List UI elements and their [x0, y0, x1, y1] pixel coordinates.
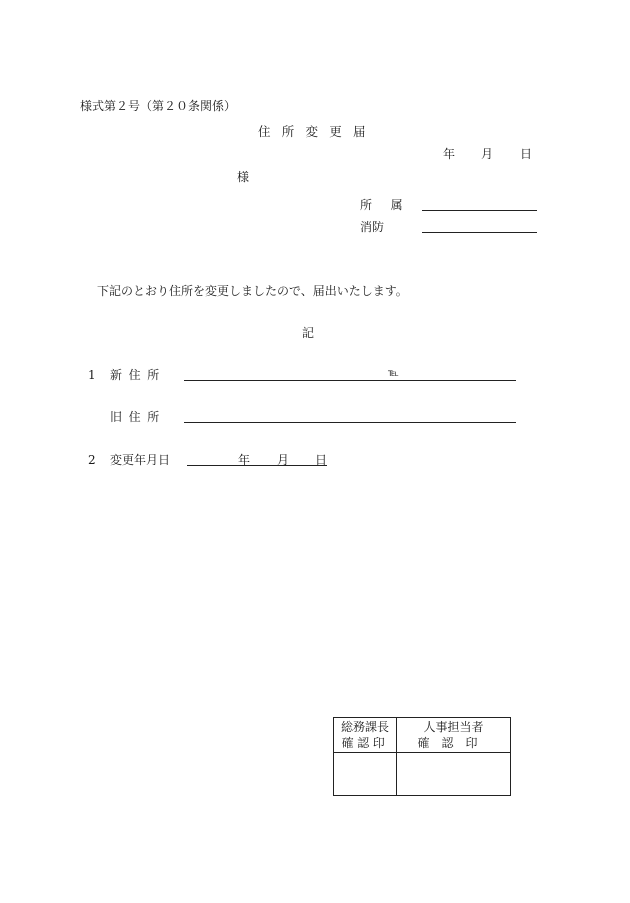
addressee-suffix: 様	[237, 170, 250, 184]
hr-staff-seal-box[interactable]	[397, 753, 511, 796]
general-affairs-chief-seal-box[interactable]	[334, 753, 397, 796]
submission-date-year: 年	[443, 147, 456, 161]
change-date-day: 日	[315, 453, 328, 467]
new-address-label: 新住所	[110, 368, 166, 382]
statement-text: 下記のとおり住所を変更しましたので、届出いたします。	[97, 284, 408, 298]
affiliation-label: 所属	[360, 198, 422, 212]
change-date-field[interactable]	[187, 465, 327, 466]
general-affairs-chief-header	[334, 718, 397, 753]
change-date-label: 変更年月日	[110, 453, 171, 467]
general-affairs-chief-title: 総務課長	[340, 719, 389, 734]
affiliation-field[interactable]	[422, 210, 537, 211]
form-title: 住所変更届	[258, 124, 377, 139]
department-field[interactable]	[422, 232, 537, 233]
submission-date-day: 日	[520, 147, 533, 161]
hr-staff-header	[397, 718, 511, 753]
confirmation-stamp-table	[333, 717, 511, 796]
ki-heading: 記	[302, 326, 315, 340]
department-label: 消防	[360, 220, 385, 234]
old-address-label: 旧住所	[110, 410, 166, 424]
item2-number: 2	[88, 453, 96, 467]
tel-label: ℡	[388, 368, 399, 379]
item1-number: 1	[88, 368, 96, 382]
new-address-field[interactable]	[184, 380, 516, 381]
change-date-month: 月	[277, 453, 290, 467]
form-number: 様式第２号（第２０条関係）	[80, 99, 237, 113]
change-date-year: 年	[238, 453, 251, 467]
hr-staff-seal-label: 確認印	[417, 736, 490, 750]
hr-staff-title: 人事担当者	[423, 719, 484, 734]
old-address-field[interactable]	[184, 422, 516, 423]
submission-date-month: 月	[481, 147, 494, 161]
general-affairs-chief-seal-label: 確認印	[341, 736, 389, 750]
